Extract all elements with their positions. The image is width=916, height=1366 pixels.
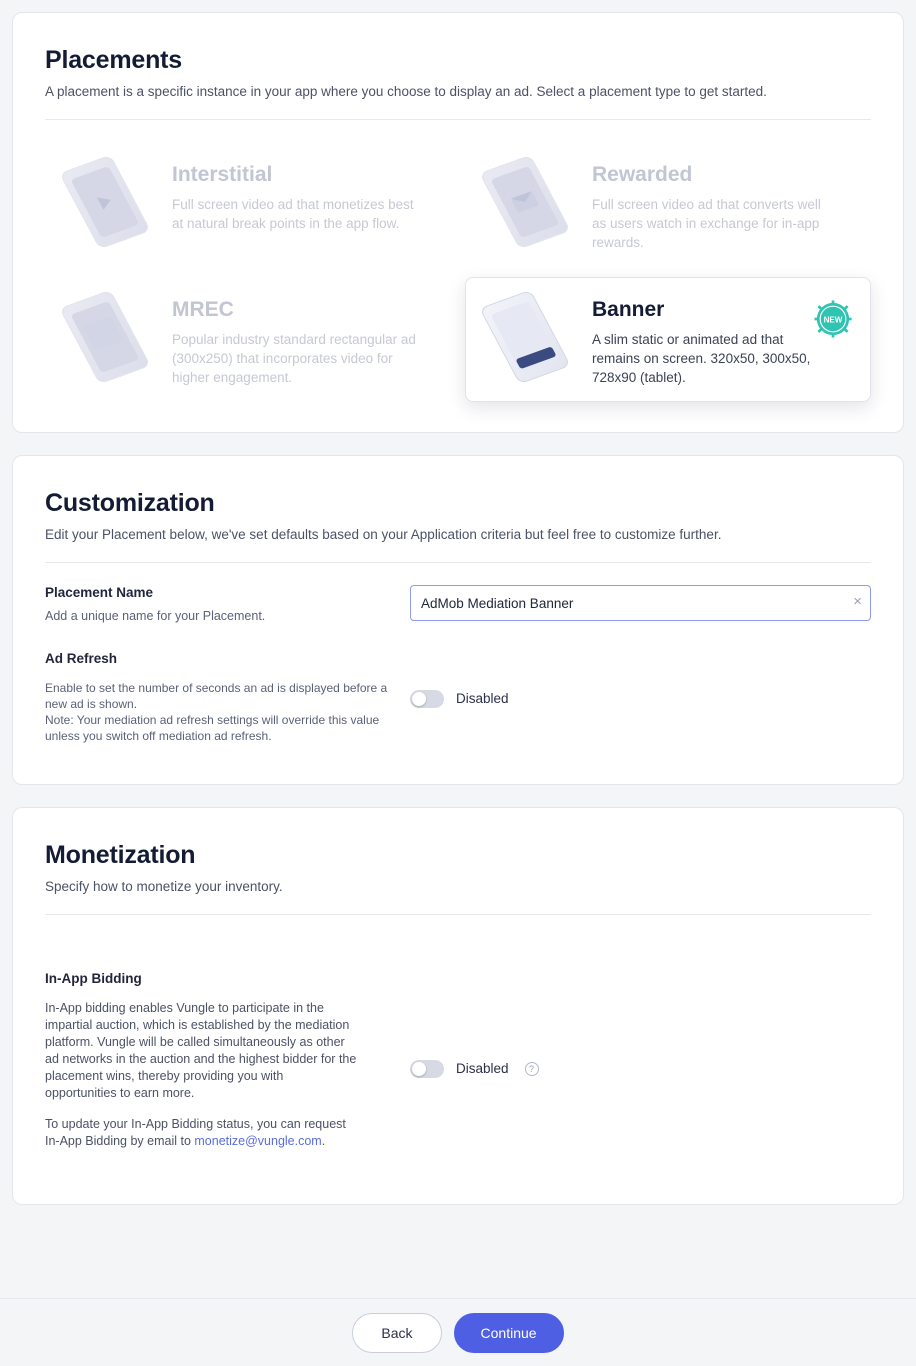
continue-button[interactable]: Continue [454,1313,564,1353]
in-app-bidding-state: Disabled [456,1061,509,1076]
monetization-title: Monetization [45,841,196,869]
placement-desc-rewarded: Full screen video ad that converts well as users watch in exchange for in-app rewards. [592,197,821,250]
placement-option-banner[interactable] [465,277,871,402]
clear-icon[interactable]: × [853,593,862,610]
wizard-footer [0,1298,916,1366]
customization-card [12,455,904,785]
phone-illustration-icon [59,155,151,250]
in-app-bidding-toggle[interactable] [410,1060,444,1078]
ad-refresh-toggle[interactable] [410,690,444,708]
phone-illustration-icon [59,290,151,385]
placement-name-help: Add a unique name for your Placement. [45,609,266,623]
ad-refresh-row [45,651,871,744]
interstitial-art [62,157,158,243]
placement-option-interstitial[interactable] [45,142,451,267]
placement-title-mrec: MREC [172,298,234,321]
divider [45,562,871,563]
placement-desc-mrec: Popular industry standard rectangular ad (300x250) that incorporates video for higher engagement. [172,332,416,385]
placement-options-grid [45,142,871,402]
customization-title: Customization [45,489,215,517]
placement-option-rewarded[interactable] [465,142,871,267]
rewarded-art [482,157,578,243]
monetize-email-link[interactable]: monetize@vungle.com [194,1134,322,1148]
phone-illustration-icon [479,155,571,250]
placements-subtitle: A placement is a specific instance in your app where you choose to display an ad. Select a placement type to get started. [45,84,767,99]
help-icon[interactable]: ? [525,1062,539,1076]
placement-name-input[interactable] [410,585,871,621]
placement-option-mrec[interactable] [45,277,451,402]
in-app-bidding-card [12,915,904,1205]
in-app-bidding-description: In-App bidding enables Vungle to participate in the impartial auction, which is established by the mediation platform. Vungle will be called simultaneously as other ad networks in the auction and the highest bidder for the placement wins, thereby providing you with opportunities to earn more. [45,1001,357,1100]
in-app-bidding-row [45,971,871,1164]
ad-refresh-help-1: Enable to set the number of seconds an ad is displayed before a new ad is shown. [45,681,388,711]
new-badge-label: NEW [823,315,843,325]
placement-name-label: Placement Name [45,585,154,600]
divider [45,119,871,120]
back-button[interactable]: Back [352,1313,441,1353]
placements-card [12,12,904,433]
in-app-bidding-request-period: . [321,1134,326,1148]
monetization-card [12,807,904,915]
placement-desc-banner: A slim static or animated ad that remains on screen. 320x50, 300x50, 728x90 (tablet). [592,332,811,385]
placement-name-row [45,585,871,625]
placement-name-input-wrap [410,585,871,625]
mrec-art [62,292,158,378]
customization-subtitle: Edit your Placement below, we've set defaults based on your Application criteria but feel free to customize further. [45,527,722,542]
ad-refresh-label: Ad Refresh [45,651,118,666]
in-app-bidding-label: In-App Bidding [45,971,142,986]
placements-title: Placements [45,46,182,74]
in-app-bidding-request [45,1116,357,1150]
phone-illustration-icon [479,290,571,385]
in-app-bidding-toggle-row [410,971,539,1164]
placement-title-banner: Banner [592,298,665,321]
placement-title-interstitial: Interstitial [172,163,273,186]
placement-desc-interstitial: Full screen video ad that monetizes best at natural break points in the app flow. [172,197,414,231]
banner-art [482,292,578,378]
ad-refresh-state: Disabled [456,691,509,706]
ad-refresh-help-2: Note: Your mediation ad refresh settings will override this value unless you switch off mediation ad refresh. [45,713,380,743]
ad-refresh-toggle-row [410,651,509,744]
placement-title-rewarded: Rewarded [592,163,693,186]
in-app-bidding-request-text: To update your In-App Bidding status, you can request In-App Bidding by email to [45,1117,346,1148]
new-badge-icon [814,300,852,338]
monetization-subtitle: Specify how to monetize your inventory. [45,879,283,894]
